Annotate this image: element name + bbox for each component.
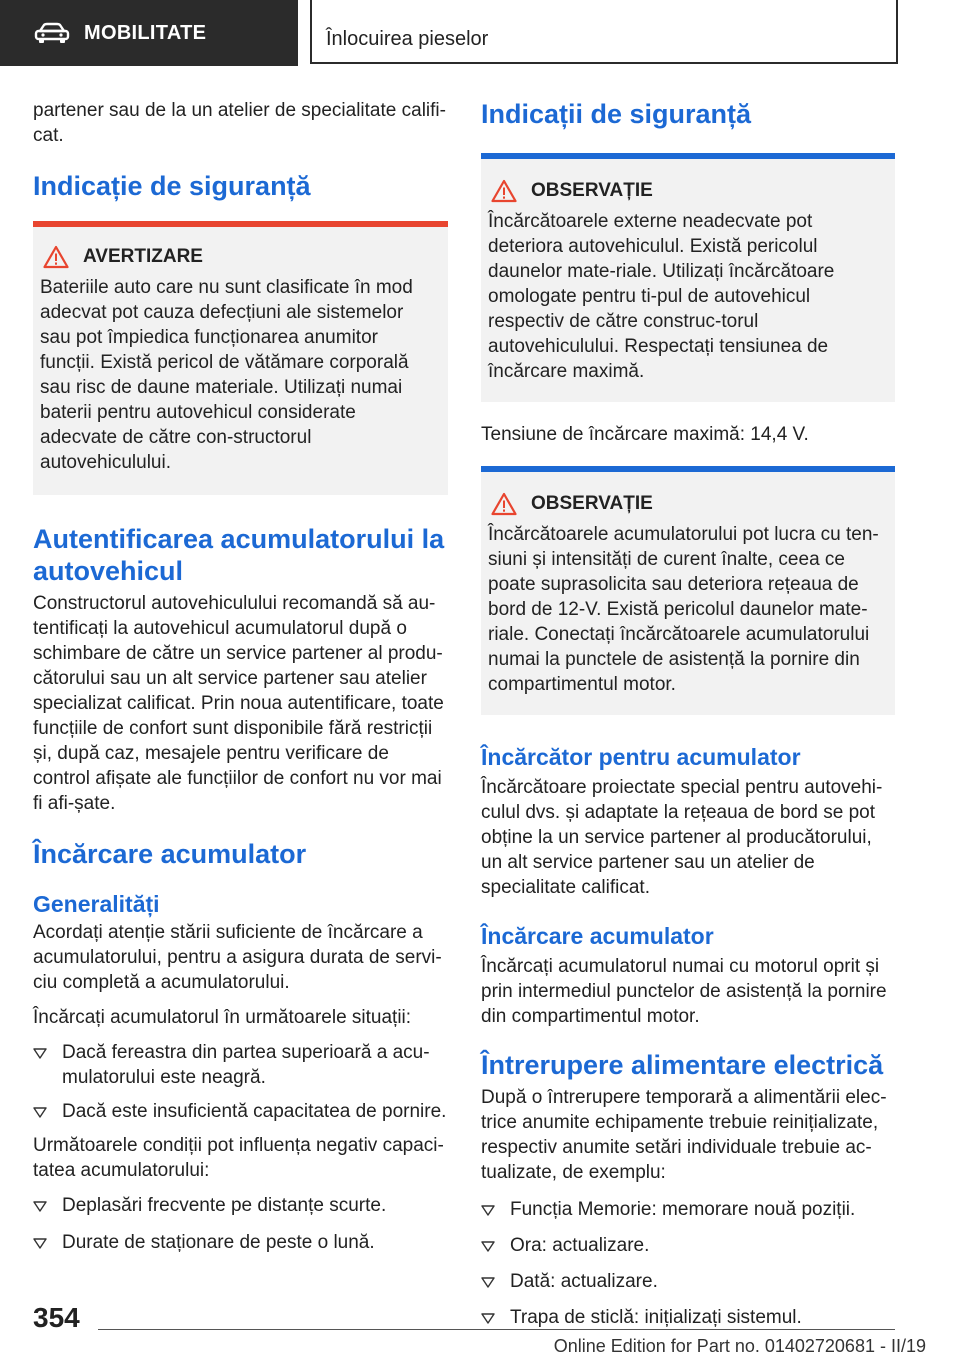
note-text: Încărcătoarele externe neadecvate pot deteriora autovehiculul. Există pericolul daunelor mate-riale. Utilizați încărcătoare omologate pentru ti-pul de autovehicul respectiv de către construc-torul autovehiculului. Respectați tensiunea de încărcare maximă. — [488, 211, 835, 382]
section-tab — [0, 0, 298, 66]
warning-box — [33, 221, 448, 495]
authentication-text: Constructorul autovehiculului recomandă să au-tentificați la autovehicul acumulatorul după o schimbare de către un service partener al produ-cătorului sau un alt service partener sau atelier specializat calificat. Prin noua autentificare, toate funcțiile de confort sunt disponibile fără restricții și, după caz, mesajele pentru verificare de control afișate ale funcțiilor de confort nu vor mai fi afi-șate. — [33, 593, 444, 814]
conditions-list — [33, 1193, 448, 1255]
list-item: Dacă este insuficientă capacitatea de pornire. — [33, 1099, 448, 1124]
list-item: Durate de staționare de peste o lună. — [33, 1230, 448, 1255]
list-item: Dacă fereastra din partea superioară a acu-mulatorului este neagră. — [33, 1040, 448, 1090]
warning-label: AVERTIZARE — [83, 246, 203, 267]
chapter-box — [310, 0, 898, 64]
triangle-bullet-icon — [33, 1238, 47, 1249]
heading-battery-charger: Încărcător pentru acumulator — [481, 744, 801, 770]
footer-divider — [98, 1329, 895, 1330]
heading-general: Generalități — [33, 891, 160, 917]
warning-triangle-icon — [491, 492, 517, 516]
warning-triangle-icon — [43, 245, 69, 269]
triangle-bullet-icon — [33, 1048, 47, 1059]
left-column — [33, 98, 448, 1264]
heading-power-interruption: Întrerupere alimentare electrică — [481, 1050, 884, 1080]
general-text: Acordați atenție stării suficiente de încărcare a acumulatorului, pentru a asigura durata de servi-ciu completă a acumulatorului. — [33, 922, 442, 993]
note-box-2 — [481, 466, 895, 715]
note-title — [488, 179, 881, 203]
triangle-bullet-icon — [33, 1107, 47, 1118]
conditions-intro: Următoarele condiții pot influența negativ capaci-tatea acumulatorului: — [33, 1135, 444, 1181]
section-title: MOBILITATE — [84, 21, 207, 44]
list-item: Funcția Memorie: memorare nouă poziții. — [481, 1197, 895, 1222]
triangle-bullet-icon — [481, 1277, 495, 1288]
note-label: OBSERVAȚIE — [531, 180, 653, 201]
intro-paragraph: partener sau de la un atelier de specialitate califi-cat. — [33, 100, 446, 146]
charger-text: Încărcătoare proiectate special pentru autovehi-culul dvs. și adaptate la rețeaua de bord se pot obține la un service partener al producătorului, un alt service partener sau un atelier de specialitate calificat. — [481, 777, 883, 898]
note-label: OBSERVAȚIE — [531, 493, 653, 514]
page-header — [0, 0, 960, 66]
warning-text: Bateriile auto care nu sunt clasificate în mod adecvat pot cauza defecțiuni ale sistemelor sau pot împiedica funcționarea anumitor funcții. Există pericol de vătămare corporală sau risc de daune materiale. Utilizați numai baterii pentru autovehicul considerate adecvate de către con-structorul autovehiculului. — [40, 277, 413, 473]
car-icon — [34, 22, 70, 44]
charging-text: Încărcați acumulatorul numai cu motorul oprit și prin intermediul punctelor de asistență la pornire din compartimentul motor. — [481, 956, 887, 1027]
chapter-title: Înlocuirea pieselor — [326, 28, 489, 50]
note-text: Încărcătoarele acumulatorului pot lucra cu ten-siuni și intensități de curent înalte, ceea ce poate suprasolicita sau deteriora rețeaua de bord de 12-V. Există pericolul daunelor mate-riale. Conectați încărcătoarele acumulatorului numai la punctele de asistență la pornire din compartimentul motor. — [488, 524, 879, 695]
note-title — [488, 492, 881, 516]
max-voltage-text: Tensiune de încărcare maximă: 14,4 V. — [481, 424, 809, 445]
heading-battery-charging: Încărcare acumulator — [481, 923, 714, 949]
heading-battery-charging: Încărcare acumulator — [33, 839, 307, 869]
note-box-1 — [481, 153, 895, 402]
warning-triangle-icon — [491, 179, 517, 203]
page-footer — [0, 1290, 960, 1362]
heading-safety-notes: Indicații de siguranță — [481, 99, 752, 129]
triangle-bullet-icon — [481, 1241, 495, 1252]
heading-safety-note: Indicație de siguranță — [33, 171, 311, 201]
triangle-bullet-icon — [481, 1205, 495, 1216]
list-item: Ora: actualizare. — [481, 1233, 895, 1258]
edition-text: Online Edition for Part no. 01402720681 - II/19 — [553, 1336, 926, 1356]
heading-battery-authentication: Autentificarea acumulatorului la autovehicul — [33, 524, 445, 586]
power-text: După o întrerupere temporară a alimentării elec-trice anumite echipamente trebuie reinițializate, respectiv anumite setări individuale trebuie ac-tualizate, de exemplu: — [481, 1087, 887, 1183]
situations-list — [33, 1040, 448, 1124]
list-item: Dată: actualizare. — [481, 1269, 895, 1294]
situations-intro: Încărcați acumulatorul în următoarele situații: — [33, 1007, 412, 1028]
triangle-bullet-icon — [33, 1201, 47, 1212]
page-number: 354 — [33, 1302, 80, 1333]
list-item: Deplasări frecvente pe distanțe scurte. — [33, 1193, 448, 1218]
list-item: Trapa de sticlă: inițializați sistemul. — [481, 1305, 895, 1330]
right-column — [481, 98, 895, 1339]
warning-title — [40, 245, 434, 269]
